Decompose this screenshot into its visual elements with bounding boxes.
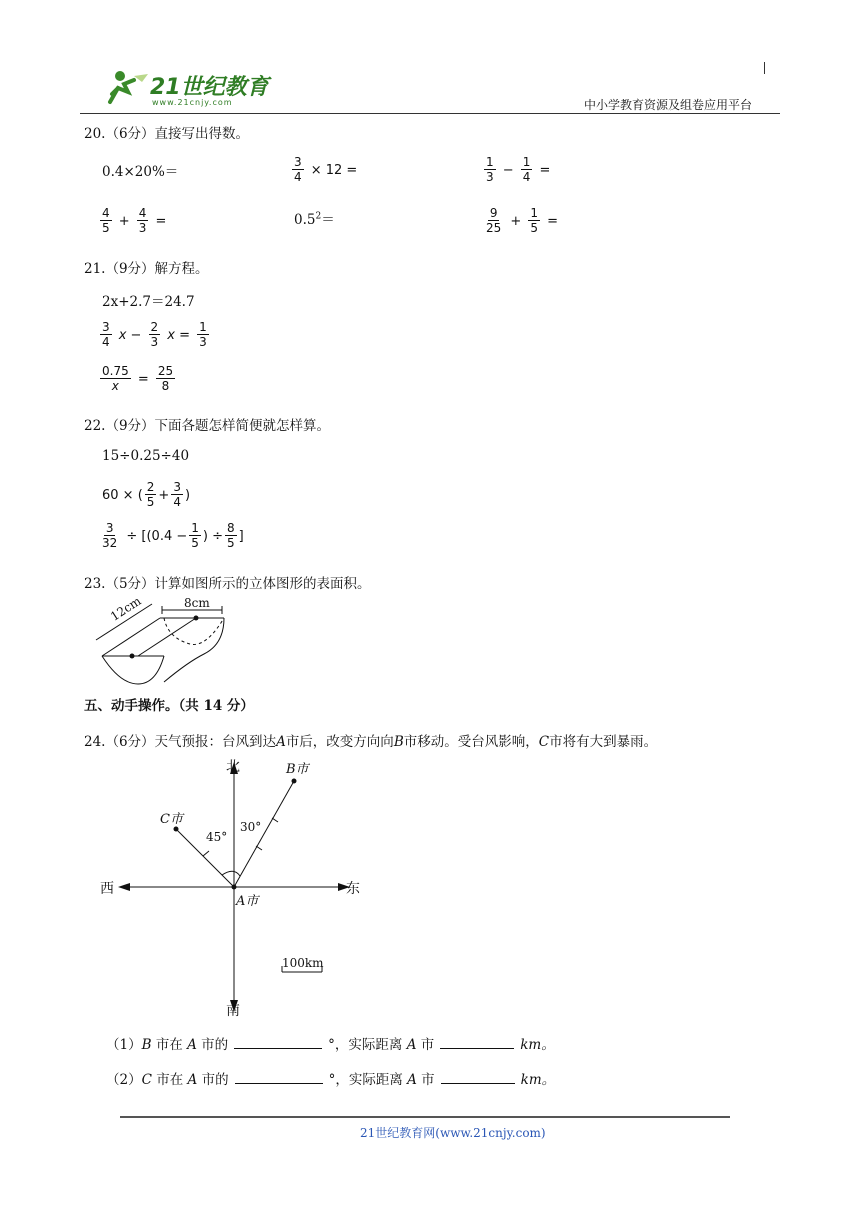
city-a-label: A市 [236,894,259,909]
q24-sub1: （1）B 市在 A 市的 °，实际距离 A 市 km。 [106,1037,555,1053]
q20-b1: $\frac{4}{5}$ + $\frac{4}{3}$ = [102,206,167,235]
q21-title: 21.（9分）解方程。 [84,261,209,277]
compass-north: 北 [226,759,240,775]
compass-map [100,756,380,1016]
logo-title: 21世纪教育 [150,75,269,100]
q24-sub2: （2）C 市在 A 市的 °，实际距离 A 市 km。 [106,1072,556,1088]
q22-eq2: 60 × ( $\frac{2}{5}$ + $\frac{3}{4}$ ) [102,480,191,509]
answer-blank[interactable] [440,1036,514,1049]
q22-eq3: $\frac{3}{32}$ ÷ [(0.4 − $\frac{1}{5}$ ) ÷ $\frac{8}{5}$ ] [102,521,244,550]
compass-west: 西 [100,881,114,897]
q20-title: 20.（6分）直接写出得数。 [84,126,250,142]
city-b-label: B市 [286,762,309,777]
q24-title: 24.（6分）天气预报：台风到达A市后，改变方向向B市移动。受台风影响，C市将有大到暴雨。 [84,734,658,750]
platform-name: 中小学教育资源及组卷应用平台 [584,98,753,112]
header-tick [764,62,765,74]
city-c-label: C市 [160,812,183,827]
q20-a2: $\frac{3}{4}$ × 12 = [294,155,358,184]
q20-b2: $0.5^2=$ [294,211,335,228]
header-rule [80,113,780,114]
answer-blank[interactable] [441,1071,515,1084]
footer-text[interactable]: 21世纪教育网(www.21cnjy.com) [360,1126,546,1140]
q20-a3: $\frac{1}{3}$ − $\frac{1}{4}$ = [486,155,551,184]
q22-title: 22.（9分）下面各题怎样简便就怎样算。 [84,418,331,434]
q23-length-label: 12cm [108,593,144,624]
q22-eq1: 15÷0.25÷40 [102,448,190,464]
section5-title: 五、动手操作。（共 14 分） [84,698,254,714]
q23-title: 23.（5分）计算如图所示的立体图形的表面积。 [84,576,371,592]
compass-east: 东 [346,881,360,897]
scale-label: 100km [282,956,324,970]
angle-45-label: 45° [206,830,228,844]
logo-url: www.21cnjy.com [152,98,233,107]
footer-rule [120,1116,730,1118]
compass-south: 南 [226,1003,240,1019]
q21-eq1: 2x+2.7＝24.7 [102,294,195,310]
q20-b3: $\frac{9}{25}$ + $\frac{1}{5}$ = [486,206,559,235]
q21-eq3: $\frac{0.75}{x}$ = $\frac{25}{8}$ [102,364,174,393]
q21-eq2: $\frac{3}{4}$ x − $\frac{2}{3}$ x = $\frac{1}{3}$ [102,320,207,349]
answer-blank[interactable] [234,1036,322,1049]
angle-30-label: 30° [240,820,262,834]
q20-a1: 0.4×20%＝ [102,164,179,180]
answer-blank[interactable] [235,1071,323,1084]
q23-diameter-label: 8cm [184,596,210,610]
